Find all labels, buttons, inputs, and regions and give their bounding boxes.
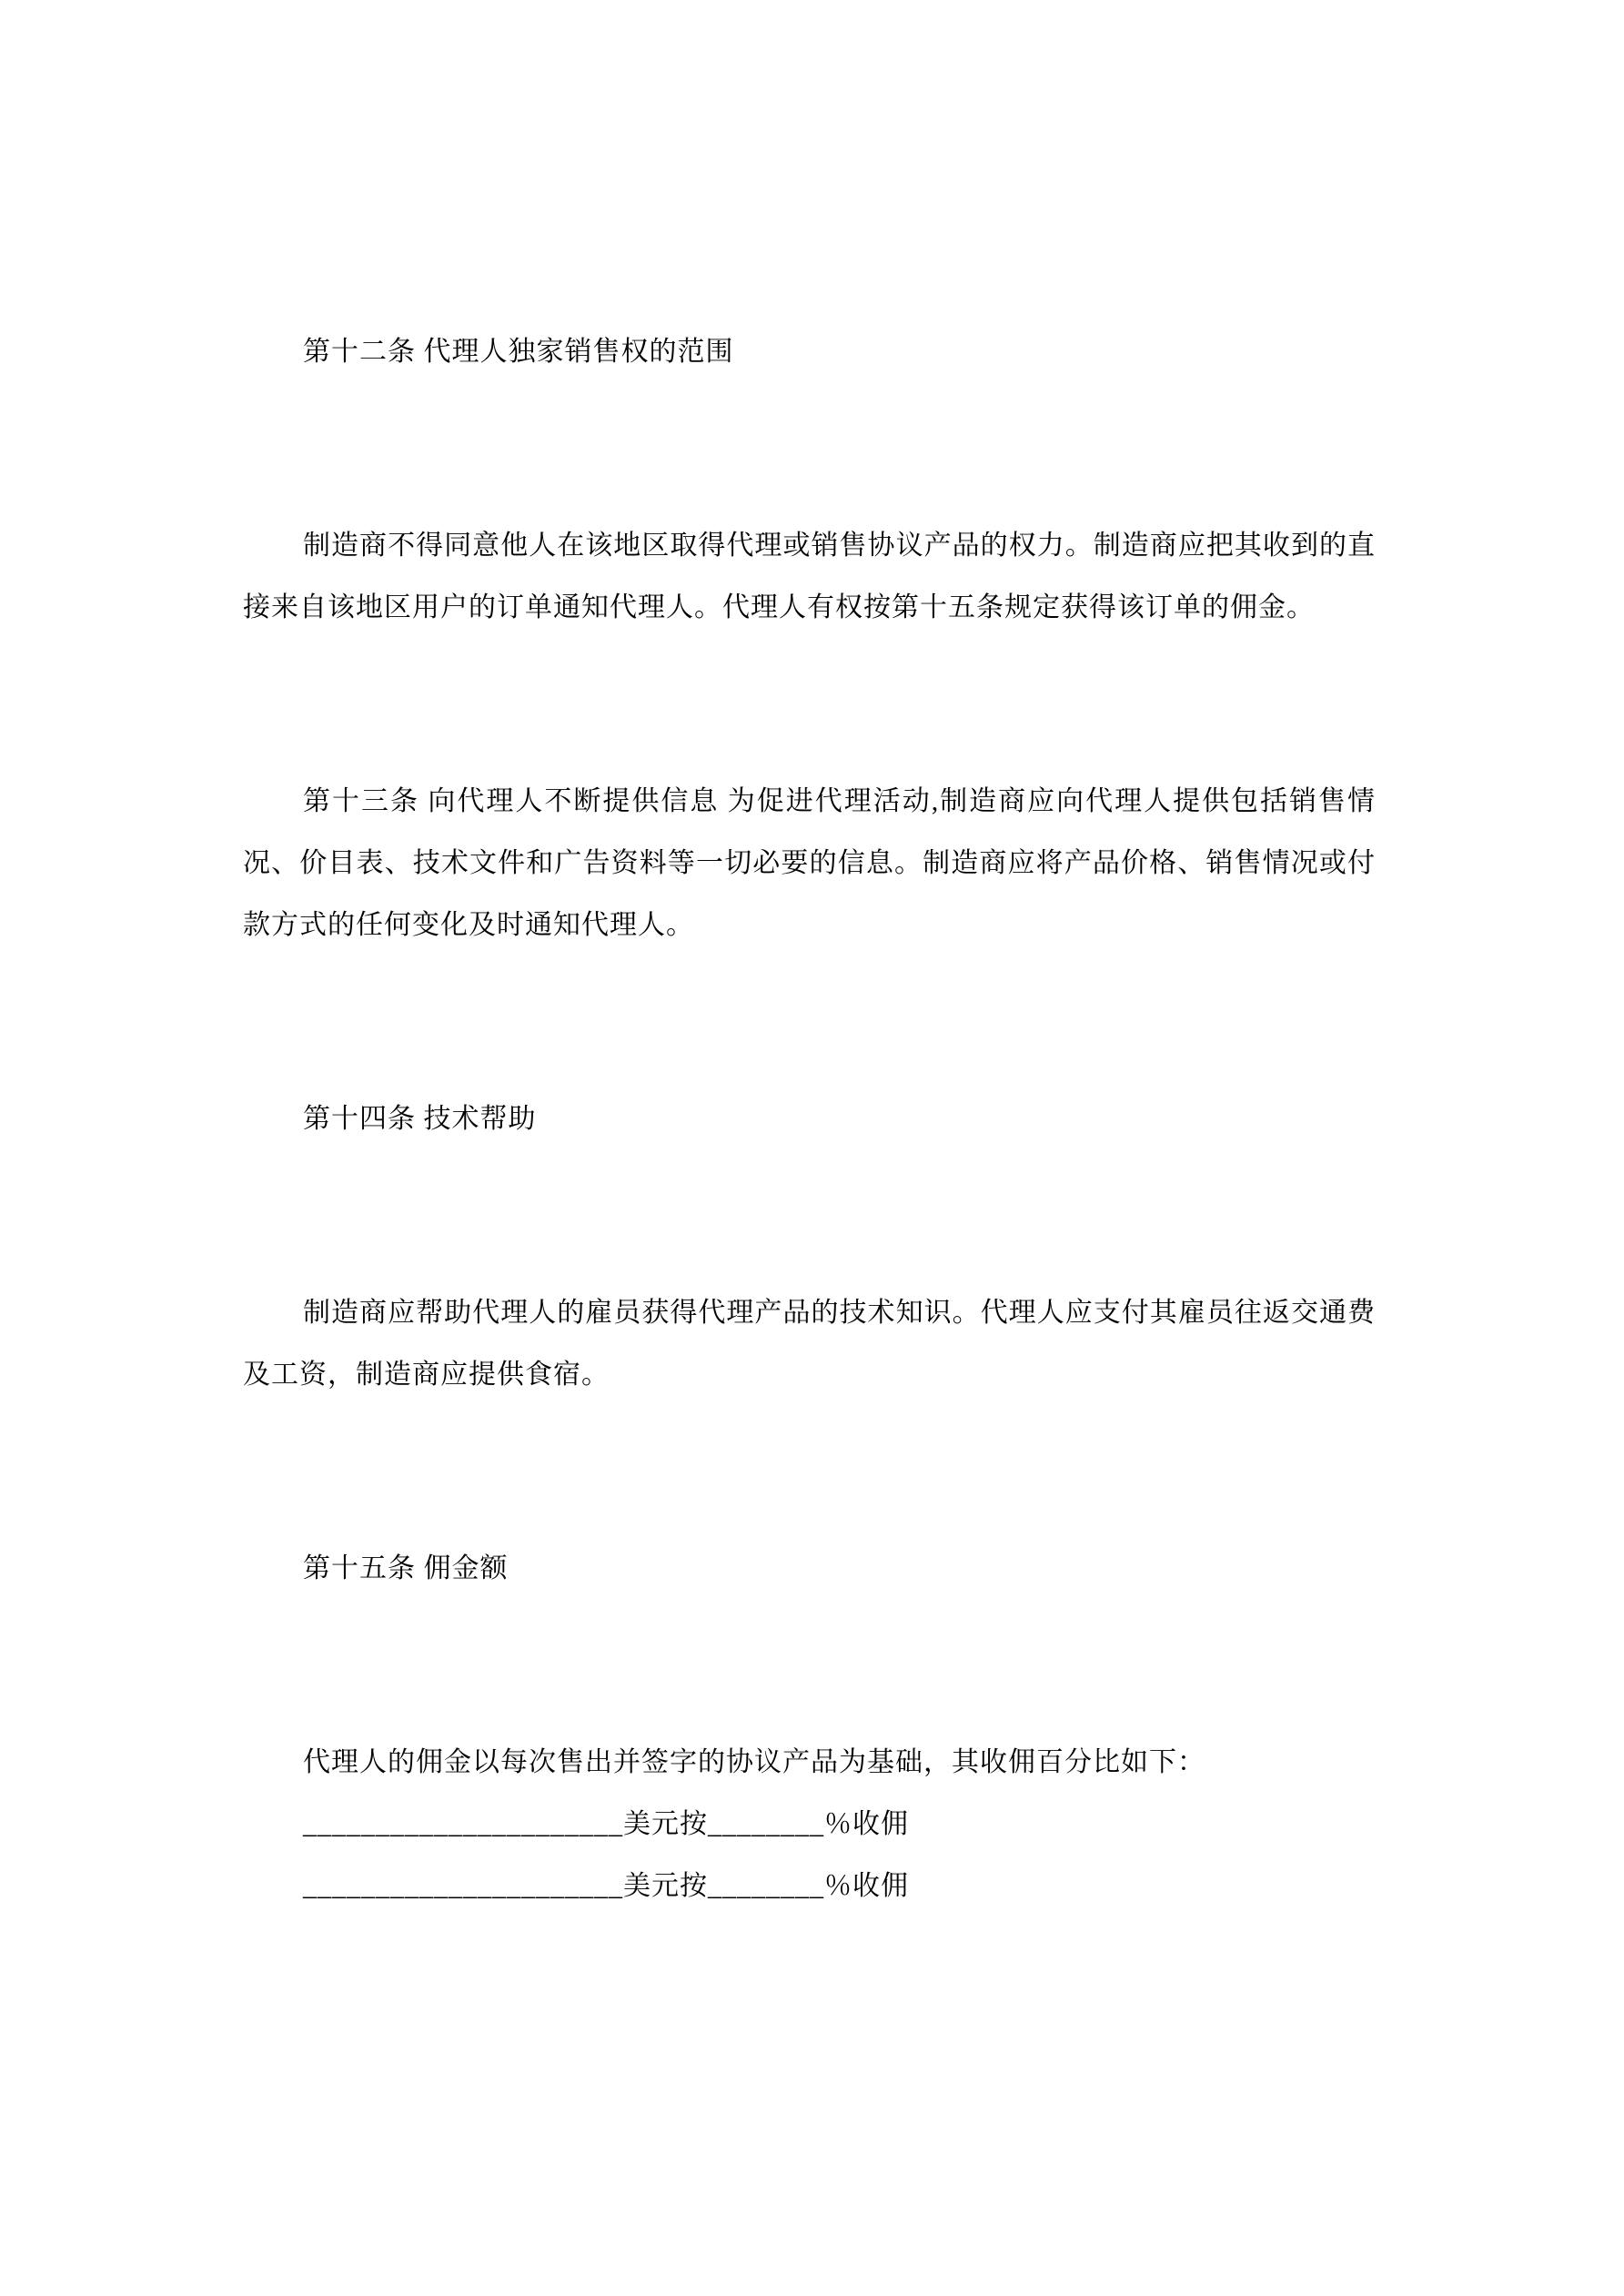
article-15-intro: 代理人的佣金以每次售出并签字的协议产品为基础，其收佣百分比如下： — [303, 1747, 1205, 1777]
article-13-body: 第十三条 向代理人不断提供信息 为促进代理活动,制造商应向代理人提供包括销售情况、价目表、技术文件和广告资料等一切必要的信息。制造商应将产品价格、销售情况或付款方式的任何变化及时通知代理人。 — [243, 786, 1376, 940]
article-12-heading: 第十二条 代理人独家销售权的范围 — [303, 337, 734, 367]
commission-blank-line-2: ______________________美元按________％收佣 — [303, 1871, 909, 1901]
article-14-body: 制造商应帮助代理人的雇员获得代理产品的技术知识。代理人应支付其雇员往返交通费及工资，制造商应提供食宿。 — [243, 1298, 1376, 1390]
article-14-heading: 第十四条 技术帮助 — [303, 1104, 537, 1134]
commission-blank-line-1: ______________________美元按________％收佣 — [303, 1809, 909, 1839]
article-12-body: 制造商不得同意他人在该地区取得代理或销售协议产品的权力。制造商应把其收到的直接来自该地区用户的订单通知代理人。代理人有权按第十五条规定获得该订单的佣金。 — [243, 531, 1376, 622]
article-15-heading: 第十五条 佣金额 — [303, 1553, 509, 1583]
